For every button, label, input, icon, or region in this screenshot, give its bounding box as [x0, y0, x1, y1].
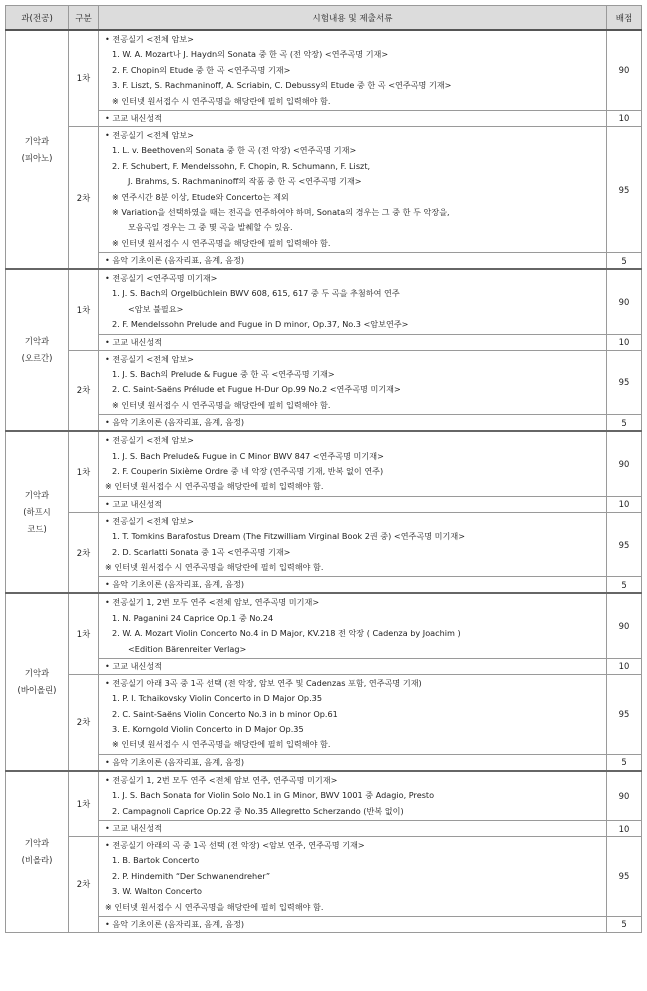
content-item-line: J. Brahms, S. Rachmaninoff의 작품 중 한 곡 <연주곡명 기재> — [128, 176, 362, 187]
content-bullet-line: • 전공실기 <전체 암보> — [105, 34, 194, 44]
content-cell — [99, 593, 607, 658]
exam-table-body — [6, 30, 642, 932]
dept-name-line: (하프시 — [23, 506, 51, 517]
content-bullet-line: • 전공실기 1, 2번 모두 연주 <전체 암보 연주, 연주곡명 미기재> — [105, 774, 338, 785]
score-cell: 10 — [607, 110, 642, 126]
header-row — [6, 6, 642, 31]
content-cell — [99, 674, 607, 754]
content-item-line: 2. F. Schubert, F. Mendelssohn, F. Chopin, R. Schumann, F. Liszt, — [112, 160, 371, 171]
dept-name-cell — [6, 771, 69, 933]
dept-name-line: (비올라) — [21, 854, 53, 865]
table-row — [6, 126, 642, 252]
content-note-line: ※ Variation을 선택하였을 때는 전곡을 연주하여야 하며, Sonata의 경우는 그 중 한 두 악장을, — [112, 206, 450, 217]
content-item-line: 2. F. Mendelssohn Prelude and Fugue in D minor, Op.37, No.3 <암보연주> — [112, 319, 409, 330]
content-bullet-line: • 전공실기 <전체 암보> — [105, 515, 194, 526]
table-row — [6, 837, 642, 917]
content-extra-cell: • 음악 기초이론 (음자리표, 음계, 음정) — [99, 415, 607, 432]
round-cell: 1차 — [69, 431, 99, 512]
score-cell: 90 — [607, 269, 642, 334]
content-item-line: 1. T. Tomkins Barafostus Dream (The Fitzwilliam Virginal Book 2권 중) <연주곡명 미기재> — [112, 531, 466, 542]
table-row — [6, 415, 642, 432]
content-note-line: ※ 인터넷 원서접수 시 연주곡명을 해당란에 필히 입력해야 함. — [112, 237, 331, 248]
content-extra-cell: • 음악 기초이론 (음자리표, 음계, 음정) — [99, 253, 607, 270]
content-bullet-line: ※ 인터넷 원서접수 시 연주곡명을 해당란에 필히 입력해야 함. — [105, 481, 324, 492]
score-cell: 95 — [607, 126, 642, 252]
table-row — [6, 253, 642, 270]
round-cell: 2차 — [69, 512, 99, 593]
content-note-line: ※ 인터넷 원서접수 시 연주곡명을 해당란에 필히 입력해야 함. — [112, 739, 331, 750]
round-cell: 1차 — [69, 269, 99, 350]
dept-name-line: 기악과 — [24, 336, 50, 347]
content-cell — [99, 350, 607, 415]
content-note-line: ※ 인터넷 원서접수 시 연주곡명을 해당란에 필히 입력해야 함. — [112, 399, 331, 410]
table-row — [6, 110, 642, 126]
content-item-line: 1. J. S. Bach의 Orgelbüchlein BWV 608, 615, 617 중 두 곡을 추첨하여 연주 — [112, 288, 400, 299]
dept-name-cell — [6, 269, 69, 431]
score-cell: 95 — [607, 837, 642, 917]
content-item-line: 2. C. Saint-Saëns Violin Concerto No.3 in b minor Op.61 — [112, 708, 338, 719]
round-cell: 1차 — [69, 30, 99, 126]
table-row — [6, 269, 642, 334]
content-extra-cell: • 고교 내신성적 — [99, 821, 607, 837]
dept-name-line: (피아노) — [21, 152, 53, 163]
dept-name-line: 기악과 — [24, 135, 50, 146]
content-item-line: 2. F. Chopin의 Etude 중 한 곡 <연주곡명 기재> — [112, 64, 291, 75]
table-row — [6, 593, 642, 658]
table-row — [6, 754, 642, 771]
content-item-line: 1. J. S. Bach Sonata for Violin Solo No.1 in G Minor, BWV 1001 중 Adagio, Presto — [112, 790, 435, 801]
content-bullet-line: • 전공실기 <전체 암보> — [105, 129, 194, 140]
content-item-line: <Edition Bärenreiter Verlag> — [128, 643, 247, 654]
content-item-line: 2. C. Saint-Saëns Prélude et Fugue H-Dur Op.99 No.2 <연주곡명 미기재> — [112, 384, 401, 395]
dept-name-line: 코드) — [27, 523, 47, 534]
round-cell: 2차 — [69, 674, 99, 770]
table-row — [6, 431, 642, 496]
content-cell — [99, 512, 607, 577]
exam-table — [5, 5, 642, 933]
content-cell — [99, 126, 607, 252]
table-row — [6, 577, 642, 594]
content-item-line: <암보 불필요> — [128, 303, 184, 314]
content-bullet-line: • 전공실기 아래 3곡 중 1곡 선택 (전 악장, 암보 연주 및 Cadenzas 포함, 연주곡명 기재) — [105, 677, 422, 688]
content-extra-cell: • 음악 기초이론 (음자리표, 음계, 음정) — [99, 754, 607, 771]
score-cell: 10 — [607, 821, 642, 837]
table-row — [6, 350, 642, 415]
dept-name-line: 기악과 — [24, 837, 50, 848]
content-item-line: 2. F. Couperin Sixième Ordre 중 네 악장 (연주곡명 기재, 반복 없이 연주) — [112, 465, 384, 476]
content-extra-cell: • 고교 내신성적 — [99, 658, 607, 674]
dept-name-cell — [6, 593, 69, 771]
table-row — [6, 334, 642, 350]
score-cell: 5 — [607, 253, 642, 270]
table-row — [6, 658, 642, 674]
content-item-line: 1. W. A. Mozart나 J. Haydn의 Sonata 중 한 곡 (전 악장) <연주곡명 기재> — [112, 49, 389, 60]
header-round: 구분 — [69, 6, 99, 31]
table-row — [6, 916, 642, 932]
content-note-line: ※ 연주시간 8분 이상, Etude와 Concerto는 제외 — [112, 191, 289, 202]
content-bullet-line: • 전공실기 <연주곡명 미기재> — [105, 273, 218, 284]
content-item-line: 1. L. v. Beethoven의 Sonata 중 한 곡 (전 악장) <연주곡명 기재> — [112, 145, 357, 156]
content-extra-cell: • 고교 내신성적 — [99, 110, 607, 126]
dept-name-line: (오르간) — [21, 353, 53, 364]
table-row — [6, 674, 642, 754]
content-item-line: 3. F. Liszt, S. Rachmaninoff, A. Scriabin, C. Debussy의 Etude 중 한 곡 <연주곡명 기재> — [112, 80, 452, 91]
header-score: 배점 — [607, 6, 642, 31]
content-extra-cell: • 고교 내신성적 — [99, 496, 607, 512]
content-bullet-line: • 전공실기 1, 2번 모두 연주 <전체 암보, 연주곡명 미기재> — [105, 597, 320, 608]
content-item-line: 1. J. S. Bach의 Prelude & Fugue 중 한 곡 <연주곡명 기재> — [112, 369, 335, 380]
content-note-line: ※ 인터넷 원서접수 시 연주곡명을 해당란에 필히 입력해야 함. — [112, 95, 331, 106]
round-cell: 1차 — [69, 593, 99, 674]
dept-name-line: 기악과 — [24, 489, 50, 500]
content-bullet-line: ※ 인터넷 원서접수 시 연주곡명을 해당란에 필히 입력해야 함. — [105, 561, 324, 572]
content-bullet-line: • 전공실기 <전체 암보> — [105, 353, 194, 364]
content-bullet-line: • 전공실기 아래의 곡 중 1곡 선택 (전 악장) <암보 연주, 연주곡명 기재> — [105, 840, 365, 851]
header-dept: 과(전공) — [6, 6, 69, 31]
content-cell — [99, 771, 607, 821]
content-item-line: 모음곡일 경우는 그 중 몇 곡을 발췌할 수 있음. — [128, 222, 293, 233]
dept-name-line: (바이올린) — [17, 685, 57, 696]
dept-name-line: 기악과 — [24, 668, 50, 679]
score-cell: 5 — [607, 415, 642, 432]
score-cell: 5 — [607, 577, 642, 594]
table-row — [6, 30, 642, 110]
table-row — [6, 771, 642, 821]
content-item-line: 1. J. S. Bach Prelude& Fugue in C Minor BWV 847 <연주곡명 미기재> — [112, 450, 384, 461]
round-cell: 2차 — [69, 350, 99, 431]
content-bullet-line: • 전공실기 <전체 암보> — [105, 435, 194, 446]
round-cell: 1차 — [69, 771, 99, 837]
content-item-line: 2. Campagnoli Caprice Op.22 중 No.35 Allegretto Scherzando (반복 없이) — [112, 805, 404, 816]
dept-name-cell — [6, 431, 69, 593]
exam-table-wrapper — [5, 5, 641, 933]
content-item-line: 1. N. Paganini 24 Caprice Op.1 중 No.24 — [112, 612, 274, 623]
content-extra-cell: • 고교 내신성적 — [99, 334, 607, 350]
dept-name-cell — [6, 30, 69, 269]
score-cell: 10 — [607, 658, 642, 674]
content-item-line: 2. D. Scarlatti Sonata 중 1곡 <연주곡명 기재> — [112, 546, 291, 557]
content-item-line: 3. W. Walton Concerto — [112, 886, 202, 897]
content-item-line: 1. P. I. Tchaikovsky Violin Concerto in D Major Op.35 — [112, 693, 322, 704]
score-cell: 95 — [607, 350, 642, 415]
content-bullet-line: ※ 인터넷 원서접수 시 연주곡명을 해당란에 필히 입력해야 함. — [105, 901, 324, 912]
score-cell: 10 — [607, 334, 642, 350]
score-cell: 95 — [607, 512, 642, 577]
content-cell — [99, 837, 607, 917]
score-cell: 10 — [607, 496, 642, 512]
content-item-line: 2. W. A. Mozart Violin Concerto No.4 in D Major, KV.218 전 악장 ( Cadenza by Joachim ) — [112, 628, 461, 639]
score-cell: 5 — [607, 916, 642, 932]
content-item-line: 2. P. Hindemith “Der Schwanendreher” — [112, 870, 271, 881]
content-item-line: 3. E. Korngold Violin Concerto in D Major Op.35 — [112, 724, 304, 735]
round-cell: 2차 — [69, 837, 99, 933]
score-cell: 95 — [607, 674, 642, 754]
score-cell: 90 — [607, 593, 642, 658]
table-row — [6, 512, 642, 577]
content-item-line: 1. B. Bartok Concerto — [112, 855, 200, 866]
score-cell: 90 — [607, 431, 642, 496]
round-cell: 2차 — [69, 126, 99, 269]
score-cell: 90 — [607, 30, 642, 110]
content-extra-cell: • 음악 기초이론 (음자리표, 음계, 음정) — [99, 916, 607, 932]
content-cell — [99, 269, 607, 334]
score-cell: 90 — [607, 771, 642, 821]
content-cell — [99, 30, 607, 110]
table-row — [6, 496, 642, 512]
header-content: 시험내용 및 제출서류 — [99, 6, 607, 31]
content-cell — [99, 431, 607, 496]
score-cell: 5 — [607, 754, 642, 771]
content-extra-cell: • 음악 기초이론 (음자리표, 음계, 음정) — [99, 577, 607, 594]
table-row — [6, 821, 642, 837]
